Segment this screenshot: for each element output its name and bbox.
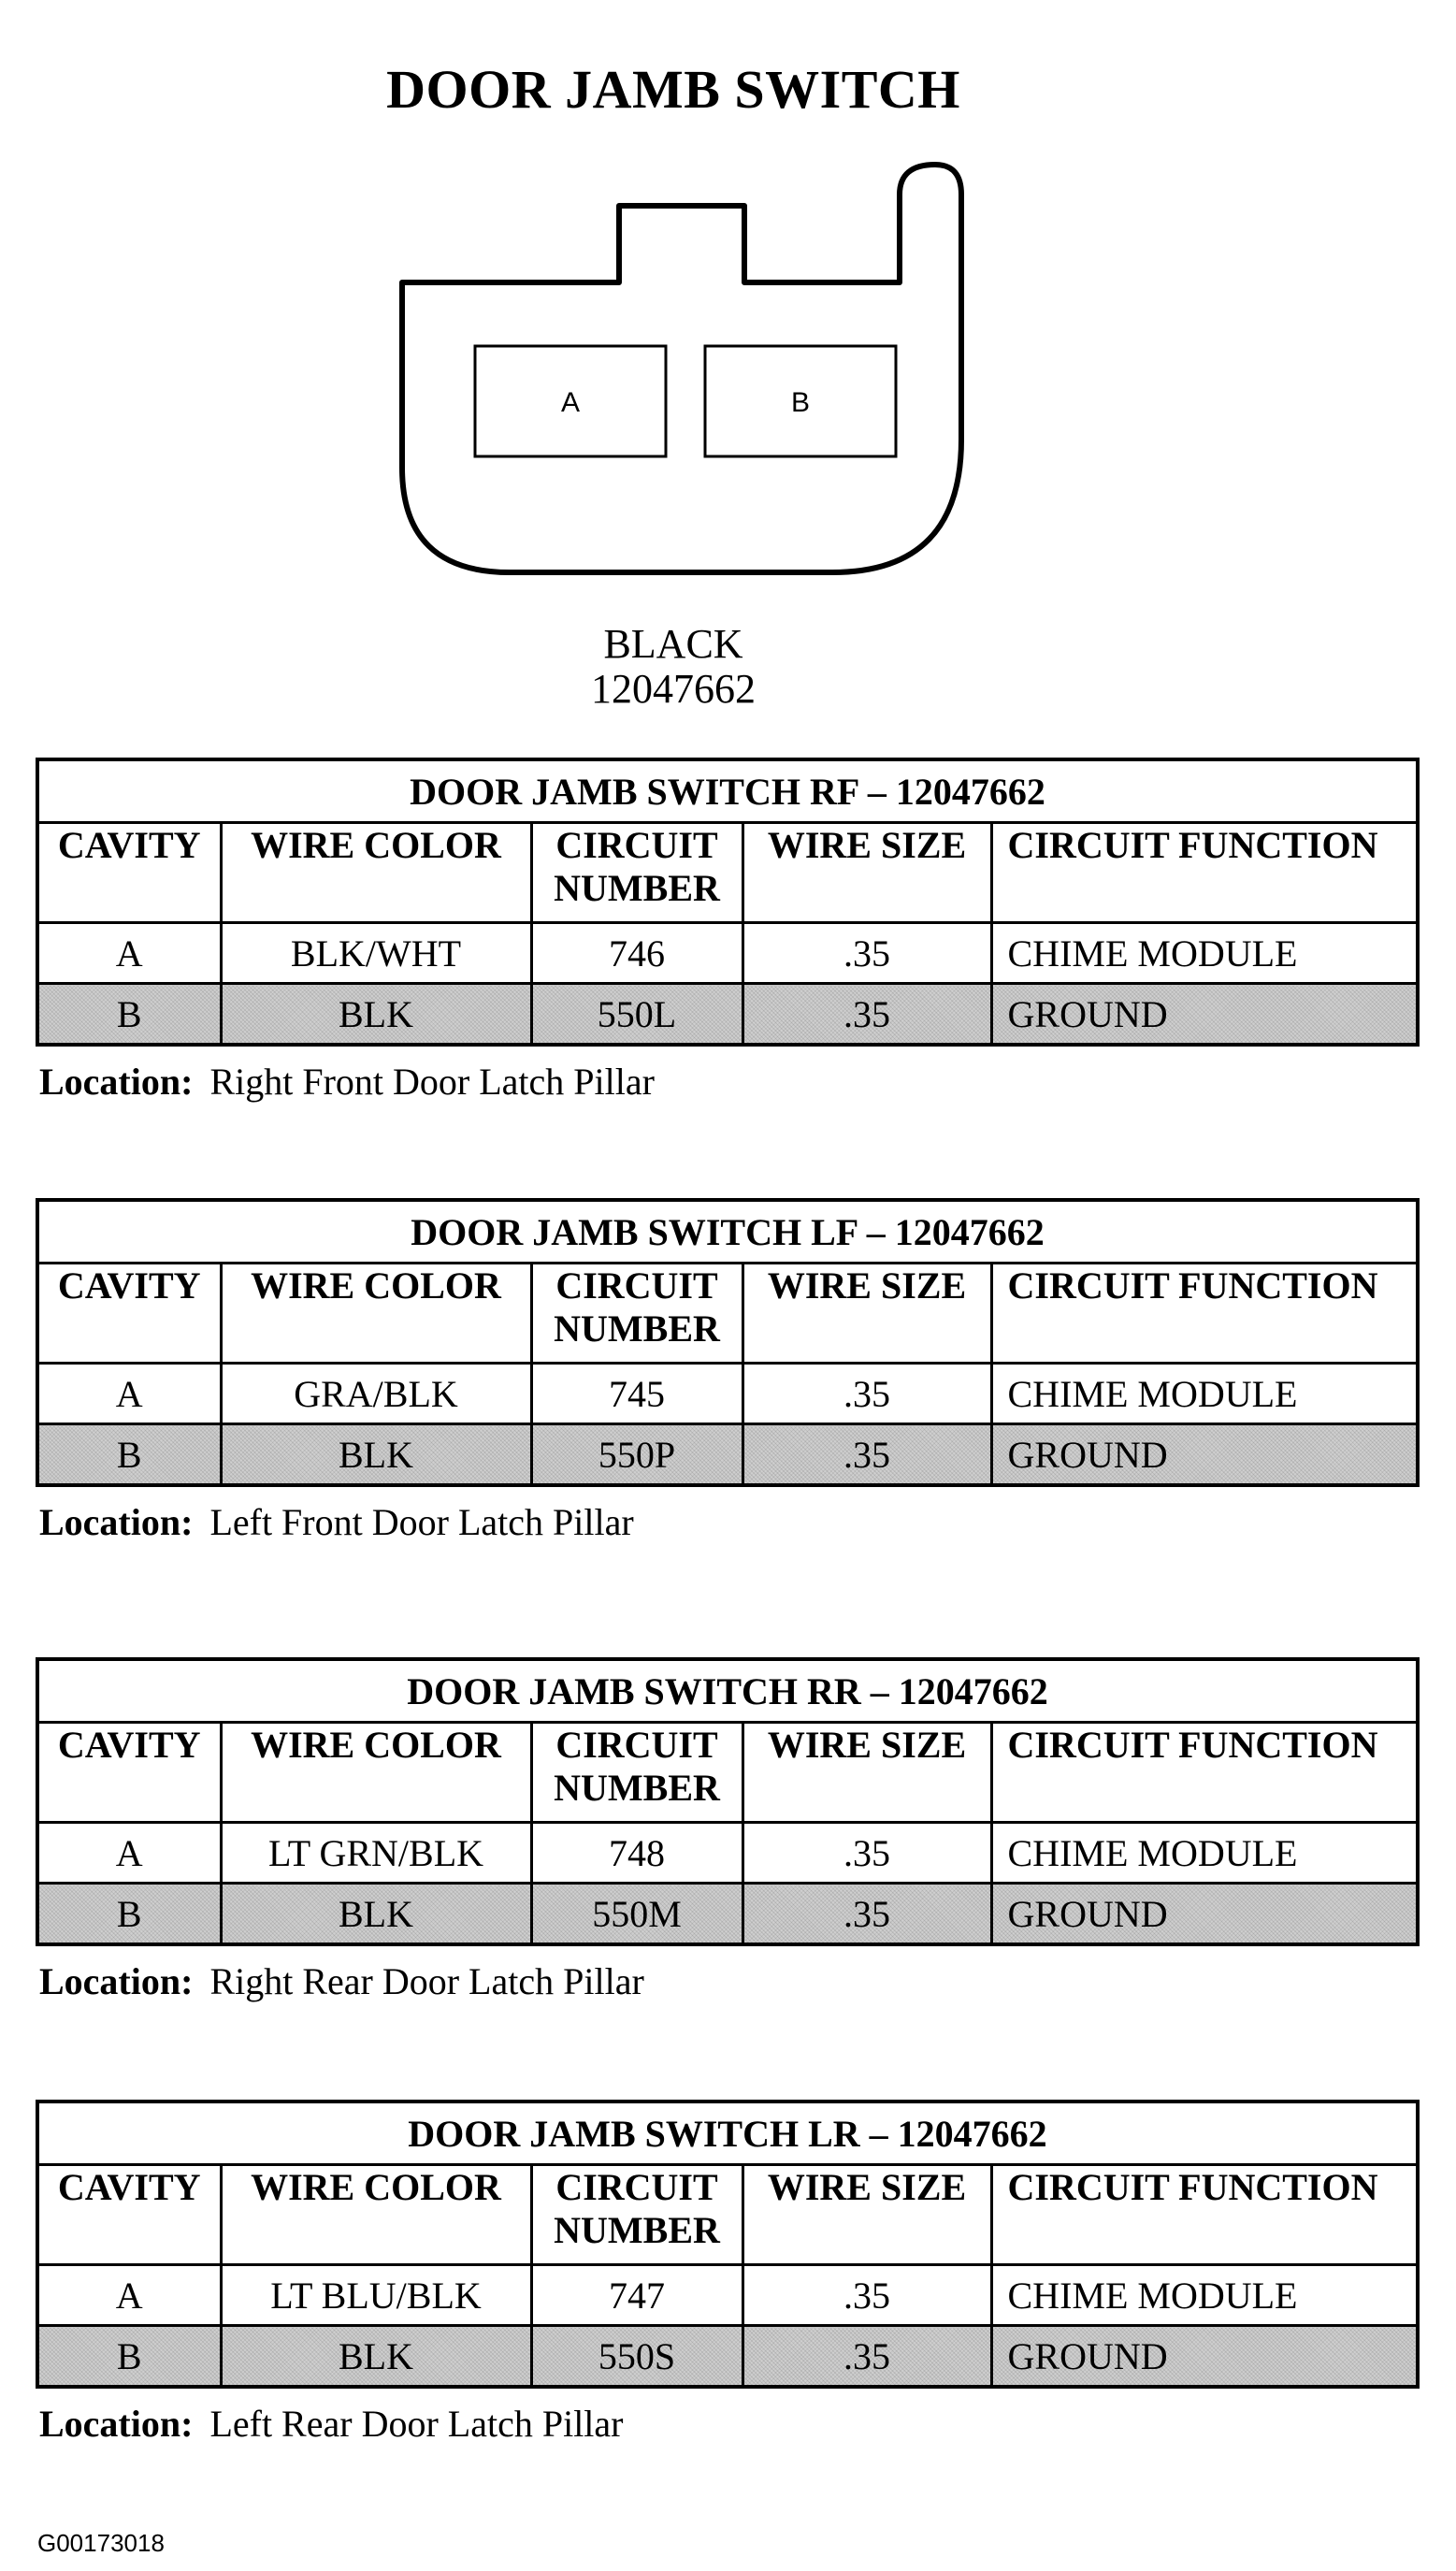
connector-outline — [402, 165, 961, 572]
col-circuit-function: CIRCUIT FUNCTION — [991, 823, 1418, 923]
cell-circuit-number: 550M — [531, 1884, 742, 1945]
cell-wire-color: LT GRN/BLK — [221, 1823, 531, 1884]
col-circuit-function: CIRCUIT FUNCTION — [991, 1723, 1418, 1823]
table-block-lf — [36, 1198, 1420, 1544]
cavity-b-label: B — [790, 387, 811, 418]
col-wire-color: WIRE COLOR — [221, 1264, 531, 1364]
connector-color: BLACK — [603, 621, 743, 667]
cavity-a-label: A — [560, 387, 581, 418]
spec-table — [36, 1657, 1420, 1946]
cell-circuit-number: 748 — [531, 1823, 742, 1884]
location-line — [36, 1060, 1420, 1104]
cell-circuit-function: GROUND — [991, 1884, 1418, 1945]
cell-wire-color: BLK/WHT — [221, 923, 531, 984]
cell-circuit-function: CHIME MODULE — [991, 923, 1418, 984]
table-row — [37, 1364, 1418, 1424]
cell-circuit-number: 747 — [531, 2265, 742, 2326]
cell-wire-size: .35 — [742, 1823, 991, 1884]
cell-wire-size: .35 — [742, 1364, 991, 1424]
cell-cavity: B — [37, 1884, 221, 1945]
cell-circuit-number: 745 — [531, 1364, 742, 1424]
col-wire-color: WIRE COLOR — [221, 823, 531, 923]
figure-id: G00173018 — [37, 2529, 165, 2557]
col-circuit-number: CIRCUIT NUMBER — [531, 1264, 742, 1364]
cell-wire-size: .35 — [742, 1424, 991, 1486]
cell-wire-color: LT BLU/BLK — [221, 2265, 531, 2326]
col-circuit-function: CIRCUIT FUNCTION — [991, 1264, 1418, 1364]
cell-circuit-function: GROUND — [991, 984, 1418, 1046]
cell-circuit-number: 746 — [531, 923, 742, 984]
connector-part-number: 12047662 — [591, 666, 756, 712]
location-line — [36, 2402, 1420, 2446]
col-cavity: CAVITY — [37, 1723, 221, 1823]
cell-circuit-number: 550P — [531, 1424, 742, 1486]
location-label: Location: — [39, 2403, 194, 2445]
table-title: DOOR JAMB SWITCH RF – 12047662 — [37, 759, 1418, 823]
location-text: Left Front Door Latch Pillar — [209, 1501, 634, 1543]
col-circuit-number: CIRCUIT NUMBER — [531, 1723, 742, 1823]
col-wire-color: WIRE COLOR — [221, 2165, 531, 2265]
location-line — [36, 1500, 1420, 1544]
cell-wire-color: BLK — [221, 1884, 531, 1945]
table-row — [37, 1884, 1418, 1945]
table-block-rr — [36, 1657, 1420, 2003]
table-row — [37, 1823, 1418, 1884]
location-label: Location: — [39, 1061, 194, 1103]
cell-circuit-number: 550L — [531, 984, 742, 1046]
cell-wire-size: .35 — [742, 923, 991, 984]
col-wire-size: WIRE SIZE — [742, 823, 991, 923]
table-title: DOOR JAMB SWITCH RR – 12047662 — [37, 1659, 1418, 1723]
table-title: DOOR JAMB SWITCH LR – 12047662 — [37, 2102, 1418, 2165]
location-text: Right Rear Door Latch Pillar — [209, 1960, 644, 2002]
col-circuit-number: CIRCUIT NUMBER — [531, 2165, 742, 2265]
table-row — [37, 923, 1418, 984]
cell-wire-color: BLK — [221, 2326, 531, 2388]
cell-cavity: B — [37, 984, 221, 1046]
cell-cavity: B — [37, 2326, 221, 2388]
col-wire-color: WIRE COLOR — [221, 1723, 531, 1823]
location-text: Right Front Door Latch Pillar — [209, 1061, 655, 1103]
table-title: DOOR JAMB SWITCH LF – 12047662 — [37, 1200, 1418, 1264]
connector-diagram — [0, 0, 1456, 617]
cell-circuit-number: 550S — [531, 2326, 742, 2388]
spec-table — [36, 758, 1420, 1047]
cell-circuit-function: CHIME MODULE — [991, 1364, 1418, 1424]
col-cavity: CAVITY — [37, 2165, 221, 2265]
table-row — [37, 2326, 1418, 2388]
cell-wire-size: .35 — [742, 2265, 991, 2326]
col-cavity: CAVITY — [37, 1264, 221, 1364]
cell-cavity: A — [37, 2265, 221, 2326]
cell-circuit-function: GROUND — [991, 1424, 1418, 1486]
location-text: Left Rear Door Latch Pillar — [209, 2403, 624, 2445]
cell-cavity: A — [37, 1364, 221, 1424]
table-row — [37, 1424, 1418, 1486]
table-row — [37, 2265, 1418, 2326]
cell-wire-size: .35 — [742, 2326, 991, 2388]
location-line — [36, 1959, 1420, 2003]
cell-wire-size: .35 — [742, 1884, 991, 1945]
col-wire-size: WIRE SIZE — [742, 2165, 991, 2265]
table-block-rf — [36, 758, 1420, 1104]
cell-wire-color: BLK — [221, 1424, 531, 1486]
location-label: Location: — [39, 1501, 194, 1543]
cell-cavity: A — [37, 923, 221, 984]
table-block-lr — [36, 2100, 1420, 2446]
page-title: DOOR JAMB SWITCH — [386, 59, 960, 120]
col-wire-size: WIRE SIZE — [742, 1723, 991, 1823]
col-wire-size: WIRE SIZE — [742, 1264, 991, 1364]
cell-cavity: A — [37, 1823, 221, 1884]
col-cavity: CAVITY — [37, 823, 221, 923]
cell-circuit-function: CHIME MODULE — [991, 2265, 1418, 2326]
cell-circuit-function: CHIME MODULE — [991, 1823, 1418, 1884]
col-circuit-number: CIRCUIT NUMBER — [531, 823, 742, 923]
col-circuit-function: CIRCUIT FUNCTION — [991, 2165, 1418, 2265]
cell-circuit-function: GROUND — [991, 2326, 1418, 2388]
table-row — [37, 984, 1418, 1046]
spec-table — [36, 1198, 1420, 1487]
spec-table — [36, 2100, 1420, 2389]
cell-cavity: B — [37, 1424, 221, 1486]
location-label: Location: — [39, 1960, 194, 2002]
cell-wire-color: GRA/BLK — [221, 1364, 531, 1424]
cell-wire-color: BLK — [221, 984, 531, 1046]
cell-wire-size: .35 — [742, 984, 991, 1046]
